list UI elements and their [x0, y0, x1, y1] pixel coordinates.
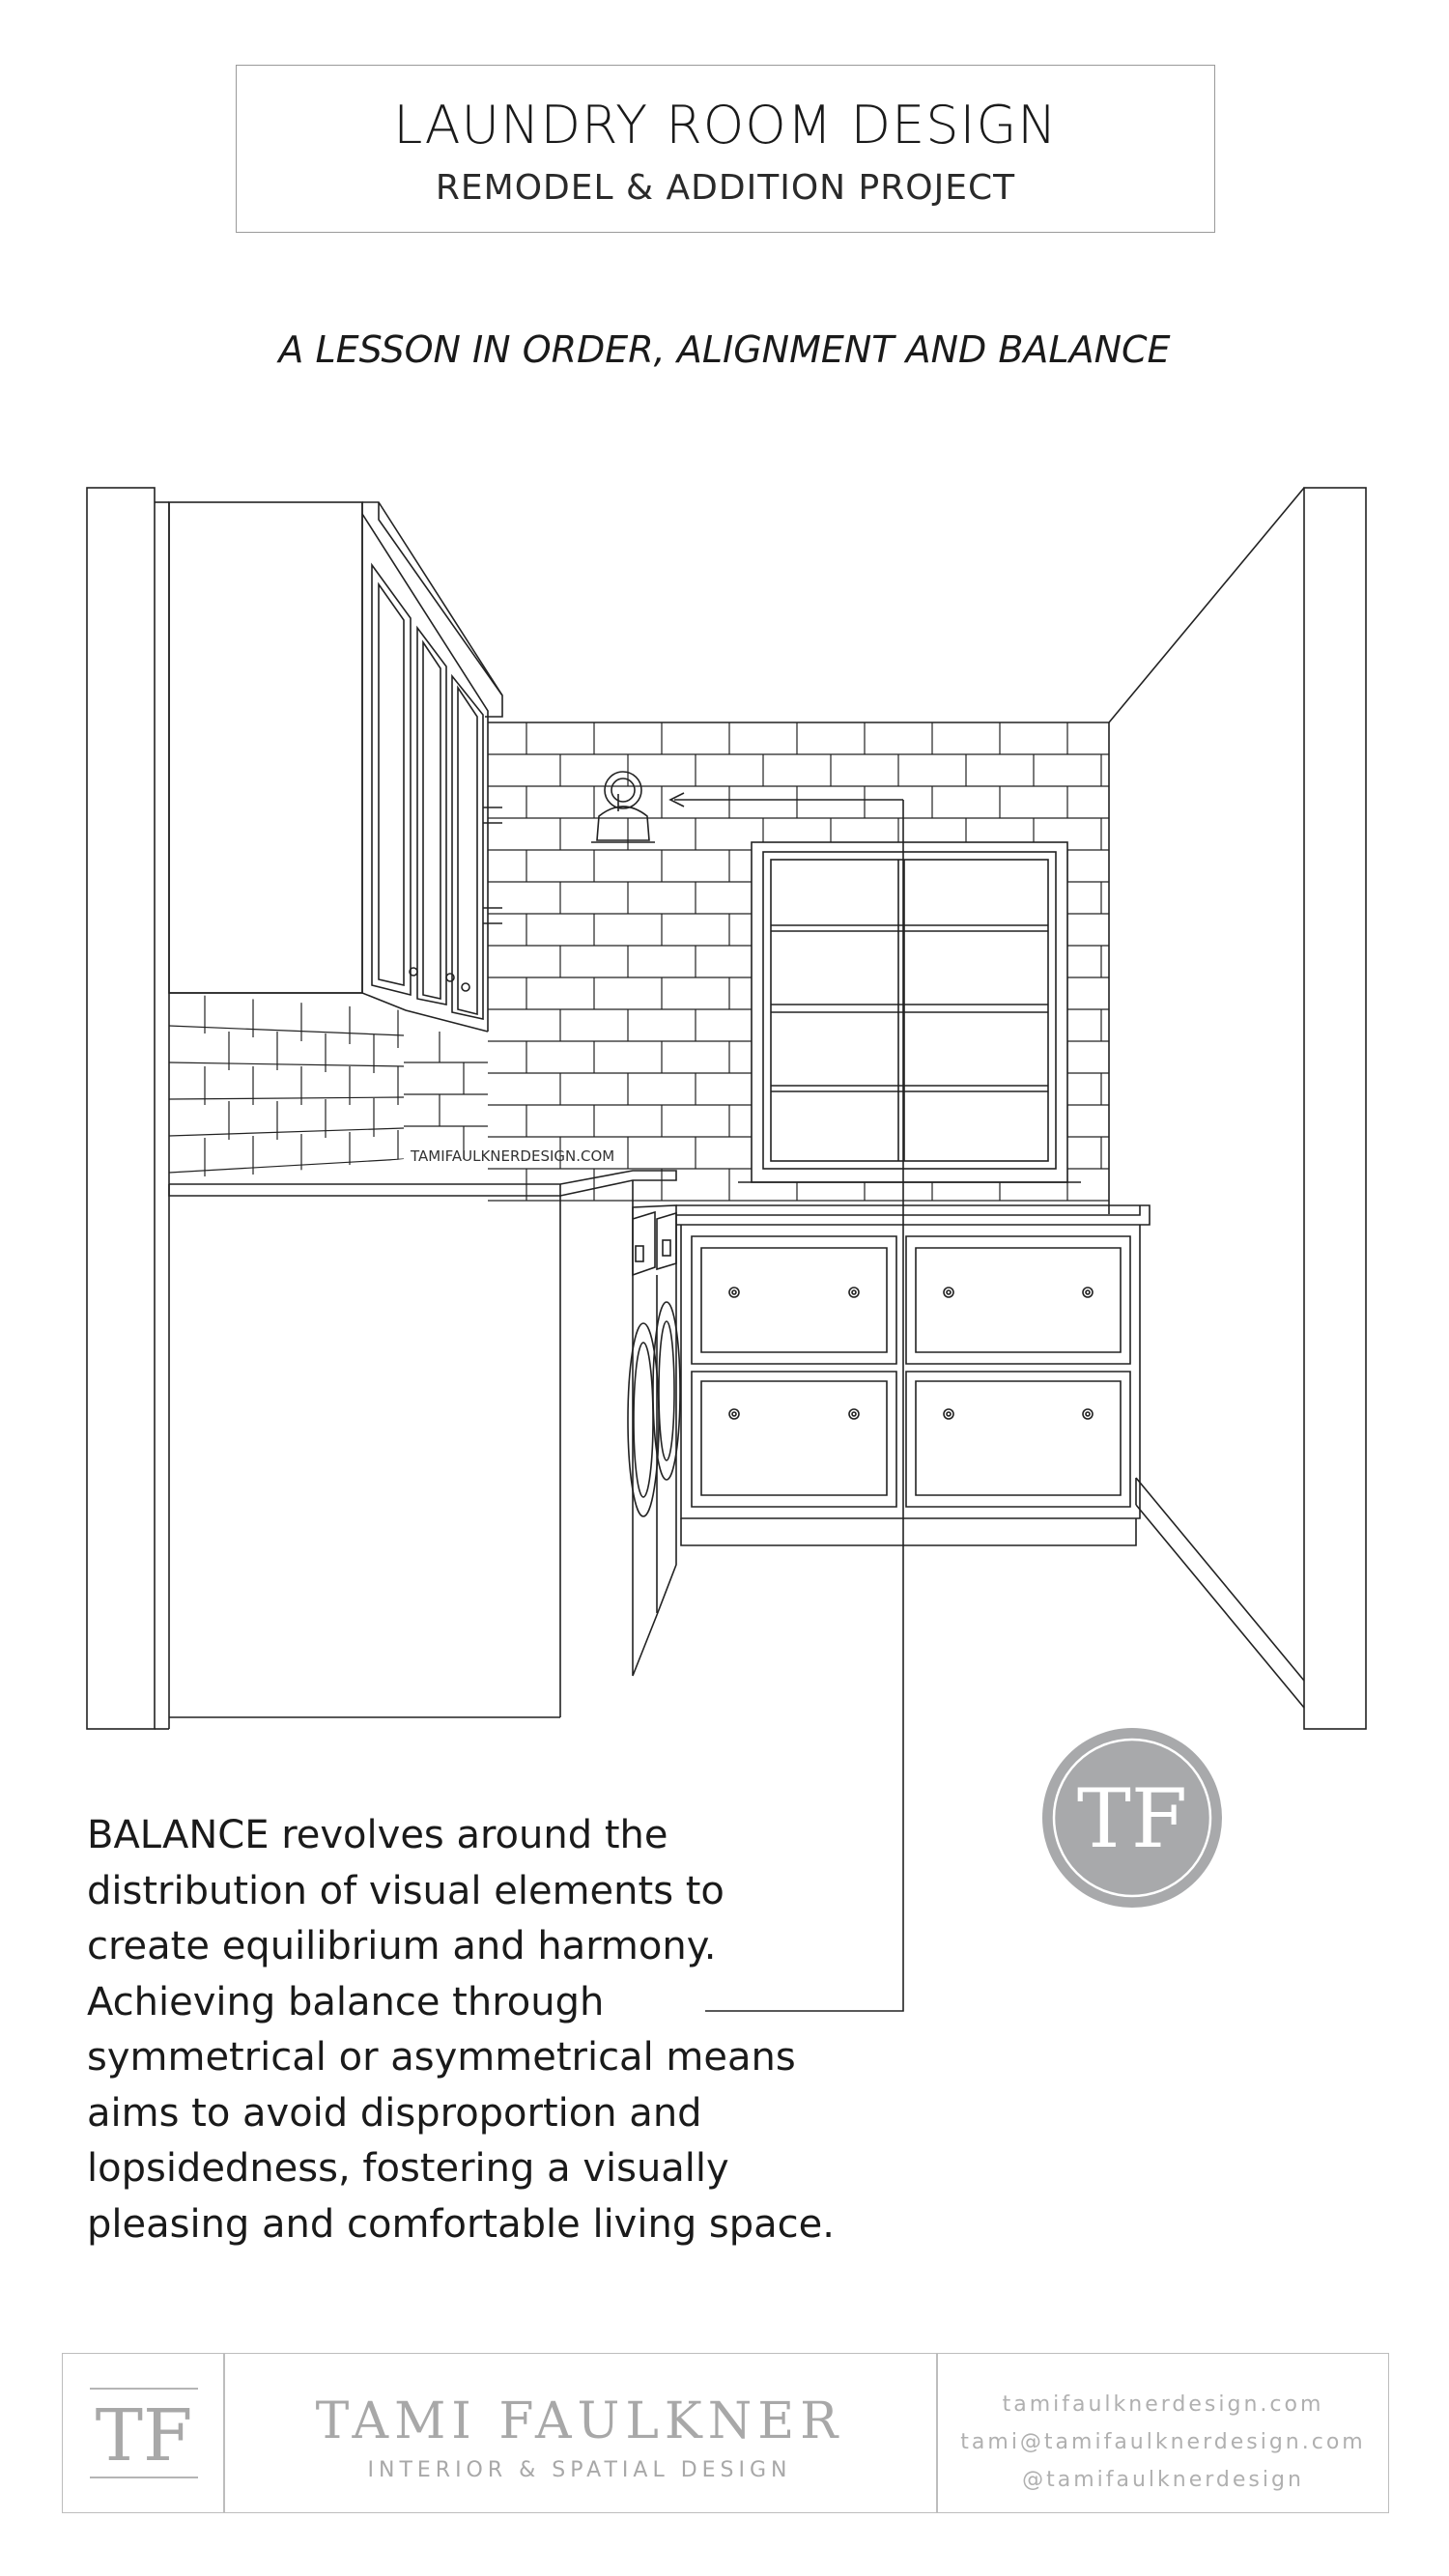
footer-logo [86, 2385, 202, 2481]
washer-dryer [628, 1205, 680, 1676]
page-title: LAUNDRY ROOM DESIGN [393, 95, 1058, 156]
page-subtitle: REMODEL & ADDITION PROJECT [435, 168, 1016, 208]
footer-logo-initials: TF [95, 2394, 193, 2477]
drawing-watermark: TAMIFAULKNERDESIGN.COM [411, 1147, 615, 1165]
footer-website[interactable]: tamifaulknerdesign.com [1002, 2392, 1324, 2417]
footer-brand-name: TAMI FAULKNER [315, 2392, 844, 2450]
paragraph-line: pleasing and comfortable living space. [87, 2201, 835, 2247]
right-wall [1109, 488, 1366, 1729]
wall-sconce [591, 772, 655, 842]
back-tiles [488, 722, 1109, 1201]
footer [62, 2353, 1389, 2513]
upper-cabinets [169, 502, 502, 1032]
corner-tiles [404, 1032, 488, 1159]
footer-email[interactable]: tami@tamifaulknerdesign.com [960, 2430, 1366, 2454]
footer-brand-tagline: INTERIOR & SPATIAL DESIGN [367, 2458, 792, 2482]
left-wall-tiles [169, 995, 404, 1176]
tf-badge [1042, 1728, 1222, 1908]
right-baseboard [1136, 1478, 1304, 1708]
paragraph-line: distribution of visual elements to [87, 1868, 724, 1913]
left-counter [169, 1171, 676, 1717]
paragraph-line: lopsidedness, fostering a visually [87, 2146, 729, 2191]
left-wall [87, 488, 169, 1729]
paragraph-line: create equilibrium and harmony. [87, 1924, 717, 1968]
paragraph-line: Achieving balance through [87, 1979, 605, 2024]
base-cabinets [676, 1205, 1150, 1545]
footer-social[interactable]: @tamifaulknerdesign [1022, 2468, 1304, 2492]
paragraph-line: BALANCE revolves around the [87, 1813, 668, 1857]
tagline: A LESSON IN ORDER, ALIGNMENT AND BALANCE [278, 328, 1171, 371]
side-shelves [483, 807, 502, 923]
tf-badge-initials: TF [1076, 1771, 1188, 1866]
paragraph-line: aims to avoid disproportion and [87, 2090, 702, 2136]
window [738, 842, 1081, 1182]
paragraph-line: symmetrical or asymmetrical means [87, 2035, 796, 2080]
balance-paragraph [87, 1808, 956, 2252]
